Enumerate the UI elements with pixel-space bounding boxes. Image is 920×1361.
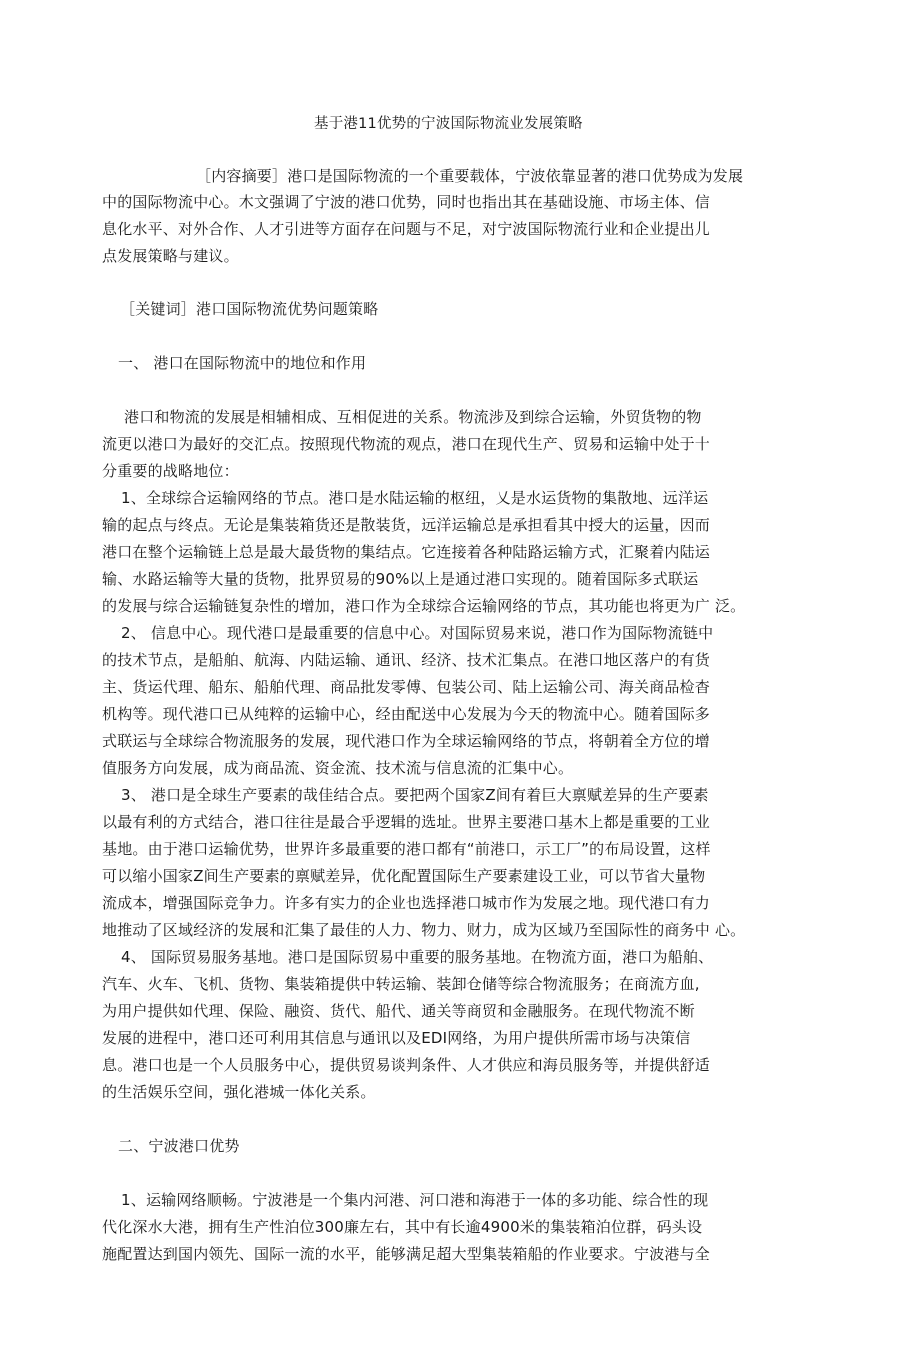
paragraph-line: 2、 信息中心。现代港口是最重要的信息中心。对国际贸易来说，港口作为国际物流链中: [121, 624, 714, 642]
abstract-line: 中的国际物流中心。木文强调了宁波的港口优势，同时也指出其在基础设施、市场主体、信: [102, 193, 711, 211]
paragraph-line: 以最有利的方式结合，港口往往是最合乎逻辑的选址。世界主要港口基木上都是重要的工业: [102, 813, 711, 831]
paragraph-line: 主、货运代理、船东、船舶代理、商品批发零傅、包装公司、陆上运输公司、海关商品检杳: [102, 678, 711, 696]
section-heading: 一、 港口在国际物流中的地位和作用: [118, 354, 367, 372]
paragraph-line: 输、水路运输等大量的货物，批界贸易的90%以上是通过港口实现的。随着国际多式联运: [102, 570, 699, 588]
paragraph-line: 1、全球综合运输网络的节点。港口是水陆运输的枢纽，乂是水运货物的集散地、远洋运: [121, 489, 709, 507]
section-heading: 二、宁波港口优势: [118, 1137, 240, 1155]
paragraph-line: 式联运与全球综合物流服务的发展，现代港口作为全球运输网络的节点，将朝着全方位的增: [102, 732, 711, 750]
paragraph-line: 施配置达到国内领先、国际一流的水平，能够满足超大型集装箱船的作业要求。宁波港与全: [102, 1245, 711, 1263]
paragraph-line: 港口在整个运输链上总是最大最货物的集结点。它连接着各种陆路运输方式，汇聚着内陆运: [102, 543, 711, 561]
paragraph-line: 基地。由于港口运输优势，世界许多最重要的港口都有“前港口，示工厂”的布局设置，这样: [102, 840, 711, 858]
paragraph-line: 的生活娱乐空间，强化港城一体化关系。: [102, 1083, 376, 1101]
paragraph-line: 港口和物流的发展是相辅相成、互相促进的关系。物流涉及到综合运输，外贸货物的物: [124, 408, 702, 426]
abstract-line: 息化水平、对外合作、人才引进等方面存在问题与不足，对宁波国际物流行业和企业提出儿: [102, 220, 711, 238]
paragraph-line: 的发展与综合运输链复杂性的增加，港口作为全球综合运输网络的节点，其功能也将更为广 泛。: [102, 597, 746, 615]
paragraph-line: 4、 国际贸易服务基地。港口是国际贸易中重要的服务基地。在物流方面，港口为船舶、: [121, 948, 714, 966]
abstract-line: ［内容摘要］港口是国际物流的一个重要载体，宁波依靠显著的港口优势成为发展: [196, 167, 744, 185]
paragraph-line: 3、 港口是全球生产要素的哉佳结合点。要把两个国家Z间有着巨大禀赋差异的生产要素: [121, 786, 709, 804]
paragraph-line: 流更以港口为最好的交汇点。按照现代物流的观点，港口在现代生产、贸易和运输中处于十: [102, 435, 711, 453]
paragraph-line: 的技术节点，是船舶、航海、内陆运输、通讯、经济、技术汇集点。在港口地区落户的有货: [102, 651, 711, 669]
paragraph-line: 代化深水大港，拥有生产性泊位300廉左右，其中有长逾4900米的集装箱泊位群，码头设: [102, 1218, 703, 1236]
paragraph-line: 机构等。现代港口已从纯粹的运输中心，经由配送中心发展为今天的物流中心。随着国际多: [102, 705, 711, 723]
paragraph-line: 息。港口也是一个人员服务中心，提供贸易谈判条件、人才供应和海员服务等，并提供舒适: [102, 1056, 711, 1074]
paragraph-line: 输的起点与终点。无论是集装箱货还是散装货，远洋运输总是承担看其中授大的运量，因而: [102, 516, 711, 534]
paragraph-line: 可以缩小国家Z间生产要素的禀赋差异，优化配置国际生产要素建设工业，可以节省大量物: [102, 867, 706, 885]
paragraph-line: 地推动了区域经济的发展和汇集了最佳的人力、物力、财力，成为区域乃至国际性的商务中 心。: [102, 921, 746, 939]
abstract-line: 点发展策略与建议。: [102, 247, 239, 265]
paragraph-line: 汽车、火车、飞机、货物、集装箱提供中转运输、装卸仓储等综合物流服务；在商流方血,: [102, 975, 700, 993]
paragraph-line: 为用户提供如代理、保险、融资、货代、船代、通关等商贸和金融服务。在现代物流不断: [102, 1002, 695, 1020]
paragraph-line: 1、运输网络顺畅。宁波港是一个集内河港、河口港和海港于一体的多功能、综合性的现: [121, 1191, 709, 1209]
document-title: 基于港11优势的宁波国际物流业发展策略: [314, 116, 583, 132]
paragraph-line: 值服务方向发展，成为商品流、资金流、技术流与信息流的汇集中心。: [102, 759, 574, 777]
paragraph-line: 流成本，增强国际竞争力。许多有实力的企业也选择港口城市作为发展之地。现代港口有力: [102, 894, 711, 912]
keywords: ［关键词］港口国际物流优势问题策略: [120, 300, 379, 318]
paragraph-line: 分重要的战略地位：: [102, 462, 239, 480]
paragraph-line: 发展的进程中，港口还可利用其信息与通讯以及EDI网络，为用户提供所需市场与决策信: [102, 1029, 691, 1047]
